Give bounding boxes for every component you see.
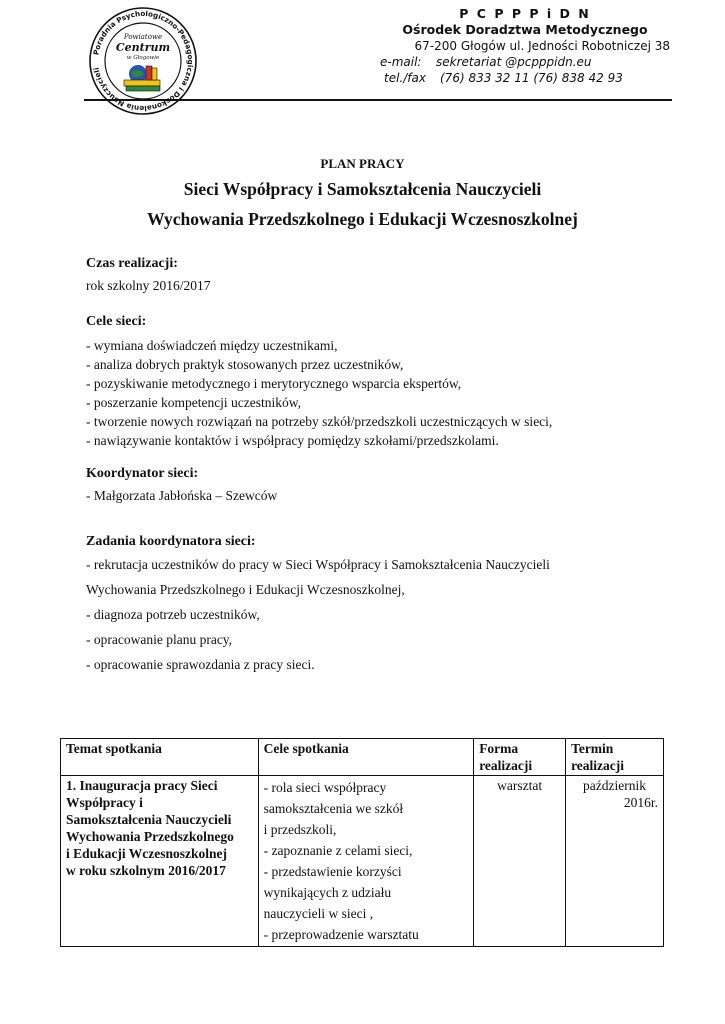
- list-item: - wymiana doświadczeń między uczestnikami,: [86, 338, 338, 353]
- list-item: - diagnoza potrzeb uczestników,: [86, 607, 260, 622]
- plan-title: PLAN PRACY: [320, 156, 405, 171]
- goal-line: - przeprowadzenie warsztatu: [263, 927, 419, 942]
- topic-line: w roku szkolnym 2016/2017: [66, 863, 226, 878]
- org-name: Ośrodek Doradztwa Metodycznego: [402, 22, 648, 37]
- goals-list: [86, 336, 686, 450]
- plan-table: [60, 738, 664, 947]
- email-row: [380, 54, 670, 70]
- org-address: 67-200 Głogów ul. Jedności Robotniczej 38: [414, 39, 670, 53]
- time-value: rok szkolny 2016/2017: [86, 278, 211, 293]
- org-acronym: P C P P P i D N: [459, 6, 591, 21]
- cell-form: warsztat: [474, 776, 566, 947]
- header-topic: Temat spotkania: [61, 739, 259, 776]
- tel-label: tel./fax: [384, 71, 426, 85]
- header-divider: [84, 99, 672, 101]
- tasks-heading: Zadania koordynatora sieci:: [86, 534, 256, 549]
- email-label: e-mail:: [380, 55, 422, 69]
- goal-line: - rola sieci współpracy: [263, 780, 387, 795]
- cell-goals: [258, 776, 474, 947]
- term-line: 2016r.: [623, 795, 658, 810]
- term-line: październik: [583, 778, 647, 793]
- logo-ring-text: Poradnia Psychologiczno-Pedagogiczna i Doskonalenia Nauczycieli: [91, 8, 196, 114]
- goal-line: nauczycieli w sieci ,: [263, 906, 374, 921]
- list-item: - rekrutacja uczestników do pracy w Sieci Współpracy i Samokształcenia Nauczycieli: [86, 557, 550, 572]
- header-term: Termin realizacji: [566, 739, 664, 776]
- table-header-row: [61, 739, 664, 776]
- list-item: - nawiązywanie kontaktów i współpracy pomiędzy szkołami/przedszkolami.: [86, 433, 499, 448]
- table-row: [61, 776, 664, 947]
- topic-line: i Edukacji Wczesnoszkolnej: [66, 846, 228, 861]
- goal-line: - przedstawienie korzyści: [263, 864, 402, 879]
- header-goals: Cele spotkania: [258, 739, 474, 776]
- header-block: [380, 6, 670, 86]
- coordinator-value: - Małgorzata Jabłońska – Szewców: [86, 488, 278, 503]
- topic-line: Współpracy i: [66, 795, 143, 810]
- logo-small-top: Powiatowe: [123, 33, 163, 41]
- goals-heading: Cele sieci:: [86, 314, 147, 329]
- topic-line: Wychowania Przedszkolnego: [66, 829, 234, 844]
- goal-line: wynikających z udziału: [263, 885, 392, 900]
- logo-small-bottom: w Głogowie: [126, 55, 160, 61]
- network-title-line2: Wychowania Przedszkolnego i Edukacji Wczesnoszkolnej: [147, 209, 578, 229]
- header-form: Forma realizacji: [474, 739, 566, 776]
- topic-line: 1. Inauguracja pracy Sieci: [66, 778, 218, 793]
- topic-line: Samokształcenia Nauczycieli: [66, 812, 232, 827]
- document-body: [86, 256, 686, 677]
- goal-line: i przedszkoli,: [263, 822, 337, 837]
- email-value[interactable]: sekretariat @pcpppidn.eu: [436, 55, 592, 69]
- cell-term: [566, 776, 664, 947]
- tel-row: [380, 70, 670, 86]
- list-item: - tworzenie nowych rozwiązań na potrzeby szkół/przedszkoli uczestniczących w sieci,: [86, 414, 553, 429]
- coordinator-heading: Koordynator sieci:: [86, 466, 199, 481]
- list-item: - poszerzanie kompetencji uczestników,: [86, 395, 302, 410]
- list-item: - analiza dobrych praktyk stosowanych przez uczestników,: [86, 357, 404, 372]
- network-title-line1: Sieci Współpracy i Samokształcenia Nauczycieli: [183, 179, 542, 199]
- tel-value: (76) 833 32 11 (76) 838 42 93: [440, 71, 623, 85]
- logo-main-word: Centrum: [115, 41, 171, 54]
- cell-topic: [61, 776, 259, 947]
- list-item: - pozyskiwanie metodycznego i merytorycznego wsparcia ekspertów,: [86, 376, 462, 391]
- goal-line: - zapoznanie z celami sieci,: [263, 843, 413, 858]
- goal-line: samokształcenia we szkół: [263, 801, 404, 816]
- tasks-list: [86, 552, 686, 677]
- list-item: - opracowanie planu pracy,: [86, 632, 233, 647]
- books-globe-icon: [124, 65, 160, 91]
- list-item: Wychowania Przedszkolnego i Edukacji Wczesnoszkolnej,: [86, 582, 405, 597]
- list-item: - opracowanie sprawozdania z pracy sieci.: [86, 657, 315, 672]
- time-heading: Czas realizacji:: [86, 256, 178, 271]
